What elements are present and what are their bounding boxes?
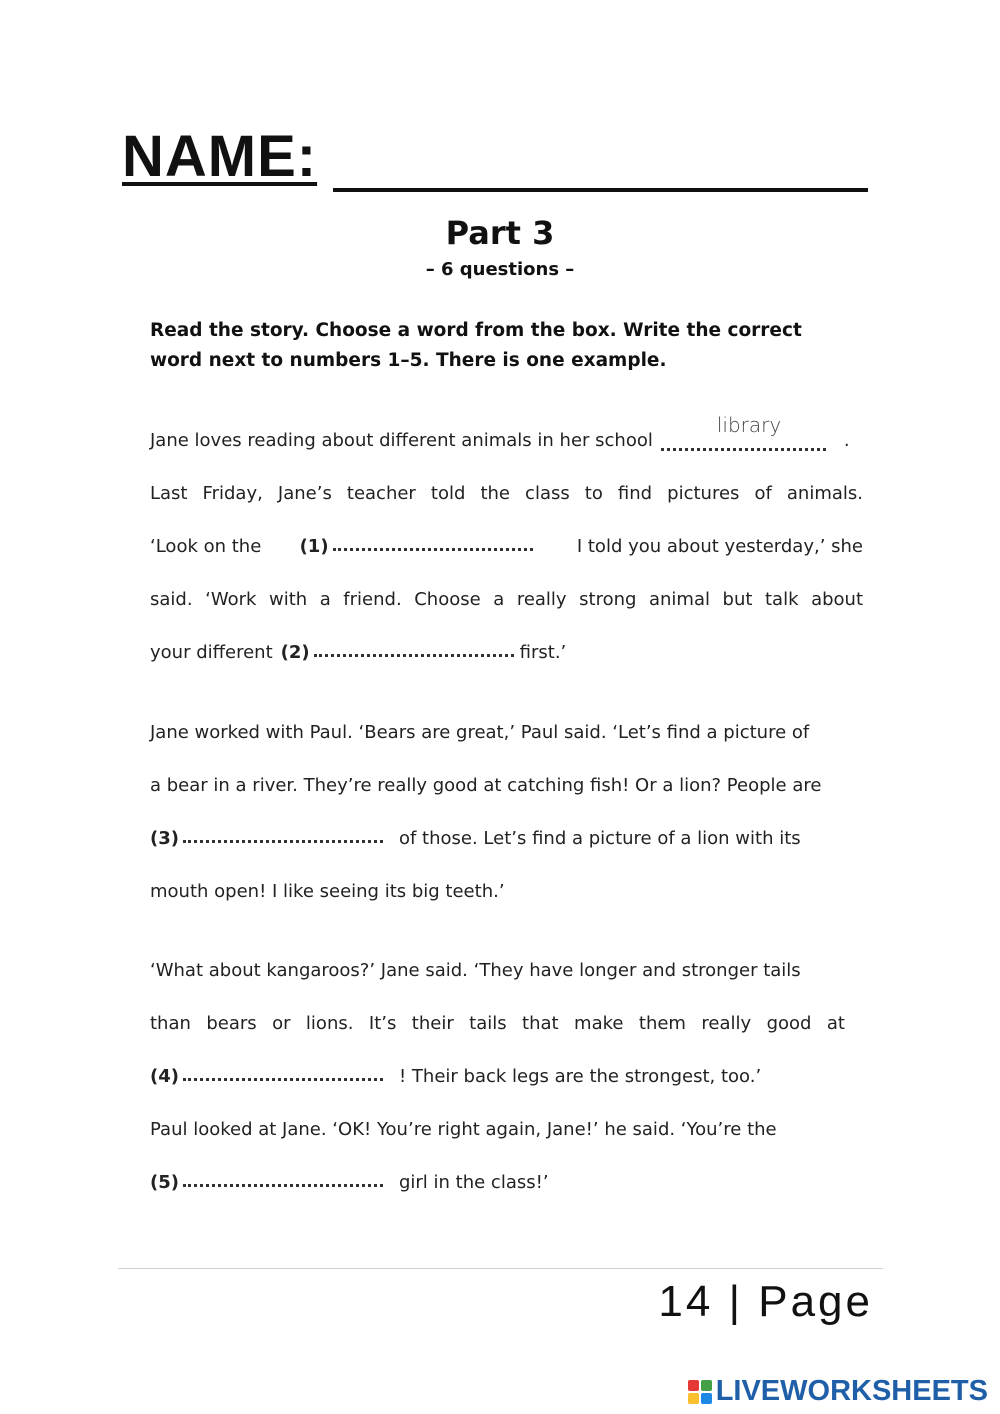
- story-line: [150, 413, 863, 481]
- story-text: a bear in a river. They’re really good at catching fish! Or a lion? People are: [150, 775, 822, 796]
- story-text: girl in the class!’: [398, 1172, 549, 1193]
- question-number-2: (2): [280, 642, 310, 663]
- story-text: ‘What about kangaroos?’ Jane said. ‘They have longer and stronger tails: [150, 960, 801, 981]
- story-paragraph-1: [150, 413, 863, 693]
- story-text: Jane worked with Paul. ‘Bears are great,’ Paul said. ‘Let’s find a picture of: [150, 722, 810, 743]
- story-line: [150, 826, 863, 879]
- story-text: than bears or lions. It’s their tails that make them really good at: [150, 1013, 845, 1034]
- story-text: mouth open! I like seeing its big teeth.’: [150, 881, 505, 902]
- story-line: [150, 1170, 863, 1223]
- answer-blank-2[interactable]: [314, 640, 514, 657]
- story-paragraph-3: [150, 958, 863, 1223]
- story-line: [150, 1064, 863, 1117]
- name-write-line[interactable]: [333, 188, 868, 192]
- answer-blank-5[interactable]: [183, 1170, 383, 1187]
- part-subtitle: – 6 questions –: [425, 259, 575, 280]
- story-text: first.’: [519, 642, 567, 663]
- story-text: .: [843, 430, 850, 451]
- name-label: NAME:: [122, 124, 318, 189]
- story-text: your different: [150, 642, 273, 663]
- question-number-3: (3): [150, 828, 179, 849]
- question-number-5: (5): [150, 1172, 179, 1193]
- story-line: [150, 773, 863, 826]
- story-text: Last Friday, Jane’s teacher told the class to find pictures of animals.: [150, 483, 863, 504]
- liveworksheets-logo-icon: [688, 1380, 712, 1404]
- story-line: [150, 958, 863, 1011]
- story-line: [150, 1011, 845, 1064]
- story-text: ‘Look on the: [150, 536, 262, 557]
- story-line: [150, 720, 863, 773]
- story-text: said. ‘Work with a friend. Choose a really strong animal but talk about: [150, 589, 863, 610]
- answer-blank-3[interactable]: [183, 826, 383, 843]
- story-line: [150, 879, 863, 932]
- brand-watermark: [688, 1375, 988, 1408]
- question-number-1: (1): [299, 536, 329, 557]
- example-answer: library: [716, 413, 782, 437]
- story-paragraph-2: [150, 720, 863, 932]
- story-line: [150, 587, 863, 640]
- page-number: 14 | Page: [658, 1277, 873, 1326]
- instructions-line-2: word next to numbers 1–5. There is one example.: [150, 350, 667, 371]
- question-number-4: (4): [150, 1066, 179, 1087]
- story-text: ! Their back legs are the strongest, too.’: [398, 1066, 762, 1087]
- footer-divider: [118, 1268, 883, 1269]
- story-text: of those. Let’s find a picture of a lion with its: [398, 828, 801, 849]
- answer-blank-1[interactable]: [333, 534, 533, 551]
- story-line: [150, 1117, 850, 1170]
- story-line: [150, 640, 863, 693]
- instructions-line-1: Read the story. Choose a word from the box. Write the correct: [150, 320, 802, 341]
- story-text: Paul looked at Jane. ‘OK! You’re right again, Jane!’ he said. ‘You’re the: [150, 1119, 777, 1140]
- brand-name: LIVEWORKSHEETS: [715, 1375, 988, 1407]
- answer-blank-4[interactable]: [183, 1064, 383, 1081]
- instructions: [150, 316, 850, 376]
- part-title: Part 3: [445, 214, 555, 252]
- story-line: [150, 481, 863, 534]
- story-line: [150, 534, 863, 587]
- story-text: I told you about yesterday,’ she: [576, 536, 863, 557]
- name-header: [122, 124, 868, 189]
- story-text: Jane loves reading about different animals in her school: [150, 430, 653, 451]
- example-answer-field: [661, 413, 826, 451]
